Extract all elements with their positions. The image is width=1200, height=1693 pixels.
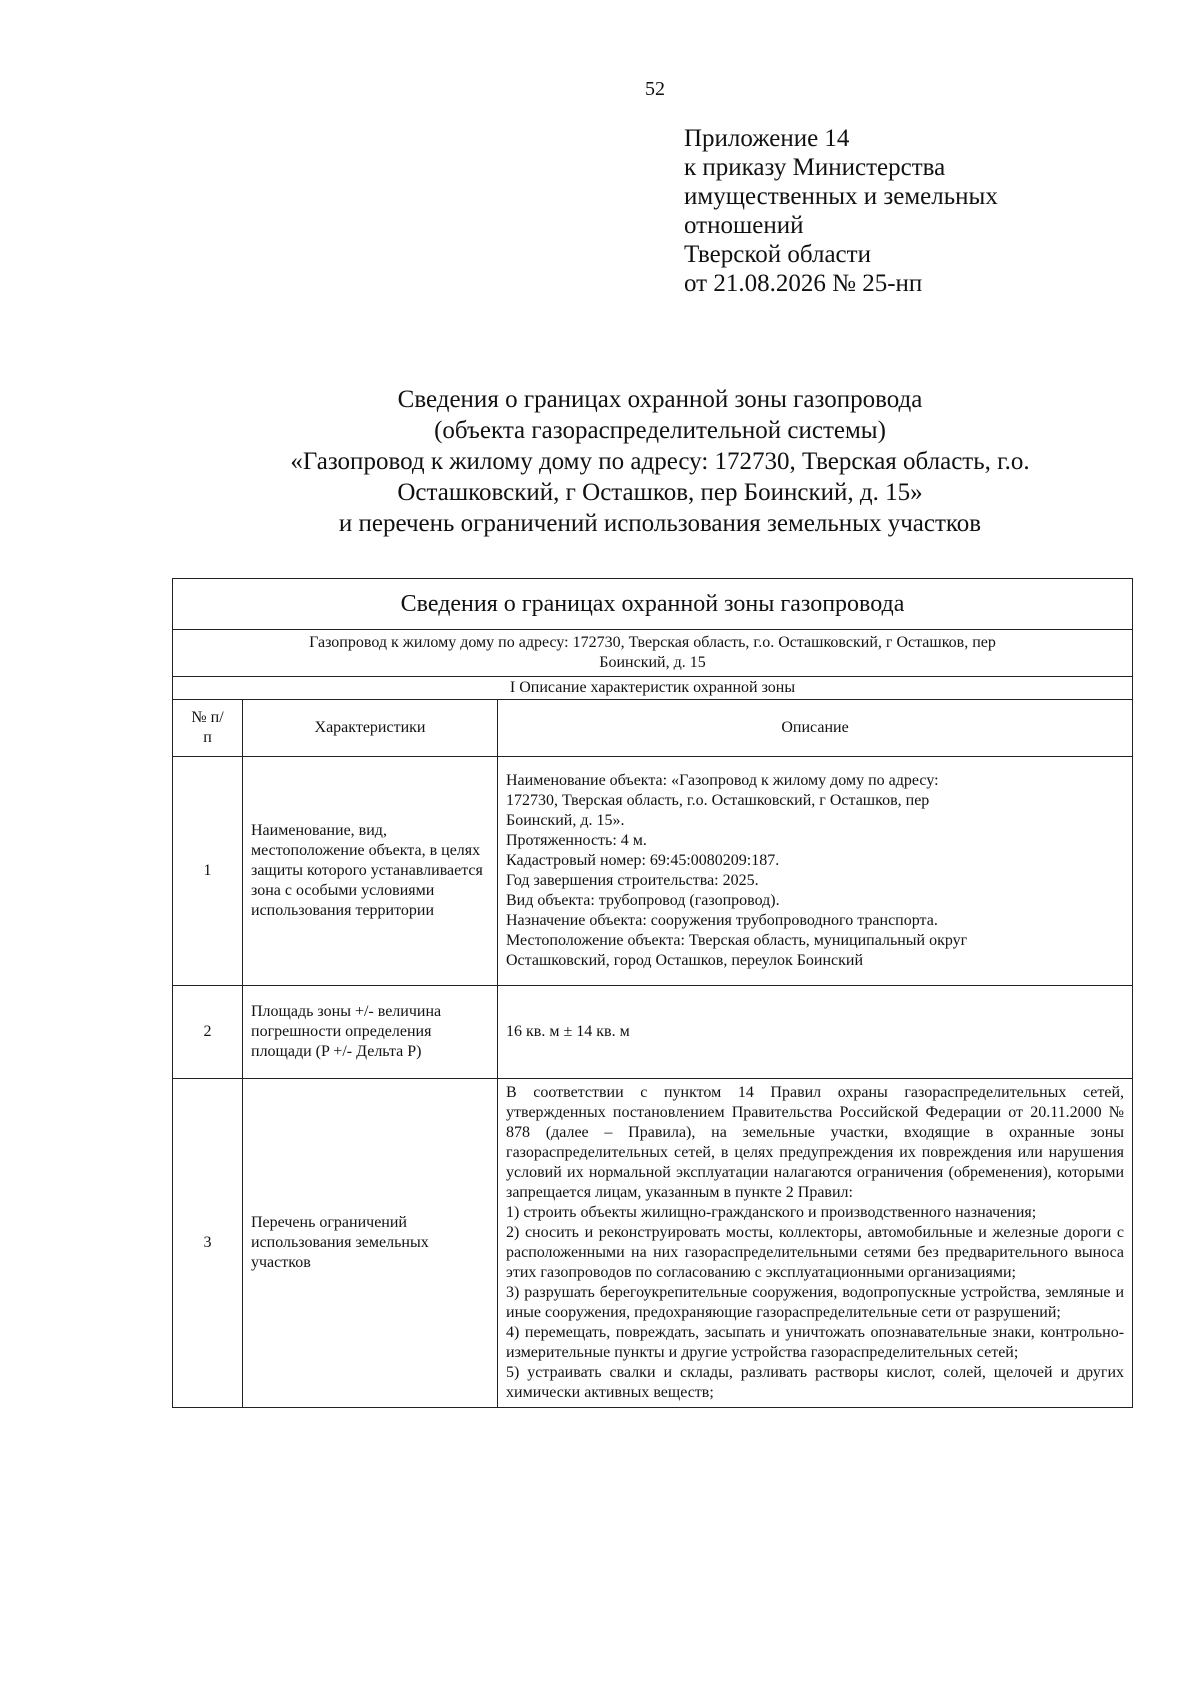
row-description bbox=[498, 757, 1133, 986]
description-line: Год завершения строительства: 2025. bbox=[506, 872, 759, 889]
title-line: и перечень ограничений использования земельных участков bbox=[338, 510, 982, 537]
column-header-description: Описание bbox=[498, 700, 1133, 757]
description-line: Вид объекта: трубопровод (газопровод). bbox=[506, 892, 780, 909]
restriction-item: 4) перемещать, повреждать, засыпать и уничтожать опознавательные знаки, контрольно-измерительные пункты и другие устройства газораспределительных сетей; bbox=[506, 1324, 1125, 1361]
table-section-title: I Описание характеристик охранной зоны bbox=[173, 677, 1133, 700]
restriction-item: 3) разрушать берегоукрепительные сооружения, водопропускные устройства, земляные и иные сооружения, предохраняющие газораспределительные сети от разрушений; bbox=[506, 1284, 1125, 1321]
table-row bbox=[173, 986, 1133, 1079]
table-heading-row bbox=[173, 579, 1133, 630]
document-title bbox=[170, 384, 1150, 539]
description-line: Местоположение объекта: Тверская область, муниципальный округ bbox=[506, 932, 968, 949]
column-header-characteristics: Характеристики bbox=[243, 700, 498, 757]
title-line: Осташковский, г Осташков, пер Боинский, д. 15» bbox=[397, 479, 923, 506]
appendix-line: от 21.08.2026 № 25-нп bbox=[684, 270, 923, 297]
appendix-line: к приказу Министерства bbox=[684, 154, 946, 181]
column-header-number-text: № п/п bbox=[191, 709, 224, 746]
page-number: 52 bbox=[645, 78, 665, 100]
row-description bbox=[498, 1079, 1133, 1408]
restriction-item: 2) сносить и реконструировать мосты, коллекторы, автомобильные и железные дороги с расположенными на них газораспределительными сетями без предварительного выноса этих газопроводов по согласованию с эксплуатационными организациями; bbox=[506, 1224, 1125, 1281]
table-row bbox=[173, 757, 1133, 986]
row-characteristic: Площадь зоны +/- величина погрешности определения площади (P +/- Дельта P) bbox=[243, 986, 498, 1079]
description-line: Боинский, д. 15». bbox=[506, 812, 625, 829]
description-line: Наименование объекта: «Газопровод к жилому дому по адресу: bbox=[506, 772, 939, 789]
appendix-line: Приложение 14 bbox=[684, 125, 850, 152]
column-header-number bbox=[173, 700, 243, 757]
table-column-header-row bbox=[173, 700, 1133, 757]
appendix-line: Тверской области bbox=[684, 241, 871, 268]
row-number: 2 bbox=[173, 986, 243, 1079]
title-line: (объекта газораспределительной системы) bbox=[434, 417, 886, 444]
row-characteristic: Наименование, вид, местоположение объекта, в целях защиты которого устанавливается зона с особыми условиями использования территории bbox=[243, 757, 498, 986]
table-section-row bbox=[173, 677, 1133, 700]
title-line: Сведения о границах охранной зоны газопровода bbox=[397, 386, 923, 413]
description-line: Кадастровый номер: 69:45:0080209:187. bbox=[506, 852, 780, 869]
description-line: Протяженность: 4 м. bbox=[506, 832, 647, 849]
row-description: 16 кв. м ± 14 кв. м bbox=[498, 986, 1133, 1079]
restriction-item: 1) строить объекты жилищно-гражданского и производственного назначения; bbox=[506, 1204, 1037, 1221]
zone-table bbox=[172, 578, 1133, 1408]
row-number: 1 bbox=[173, 757, 243, 986]
table-object-row bbox=[173, 630, 1133, 677]
title-line: «Газопровод к жилому дому по адресу: 172730, Тверская область, г.о. bbox=[290, 448, 1030, 475]
restriction-item: 5) устраивать свалки и склады, разливать растворы кислот, солей, щелочей и других химически активных веществ; bbox=[506, 1364, 1125, 1401]
description-line: Осташковский, город Осташков, переулок Боинский bbox=[506, 952, 864, 969]
table-object-name bbox=[173, 630, 1133, 677]
row-number: 3 bbox=[173, 1079, 243, 1408]
restriction-intro: В соответствии с пунктом 14 Правил охраны газораспределительных сетей, утвержденных постановлением Правительства Российской Федерации от 20.11.2000 № 878 (далее – Правила), на земельные участки, входящие в охранные зоны газораспределительных сетей, в целях предупреждения их повреждения или нарушения условий их нормальной эксплуатации налагаются ограничения (обременения), которыми запрещается лицам, указанным в пункте 2 Правил: bbox=[506, 1084, 1125, 1201]
appendix-line: отношений bbox=[684, 212, 804, 239]
row-characteristic: Перечень ограничений использования земельных участков bbox=[243, 1079, 498, 1408]
object-name-line: Газопровод к жилому дому по адресу: 172730, Тверская область, г.о. Осташковский, г Осташков, пер bbox=[309, 634, 996, 651]
object-name-line: Боинский, д. 15 bbox=[599, 654, 706, 671]
appendix-block bbox=[684, 124, 998, 298]
description-line: 172730, Тверская область, г.о. Осташковский, г Осташков, пер bbox=[506, 792, 930, 809]
description-line: Назначение объекта: сооружения трубопроводного транспорта. bbox=[506, 912, 938, 929]
table-heading: Сведения о границах охранной зоны газопровода bbox=[173, 579, 1133, 630]
table-row bbox=[173, 1079, 1133, 1408]
appendix-line: имущественных и земельных bbox=[684, 183, 998, 210]
